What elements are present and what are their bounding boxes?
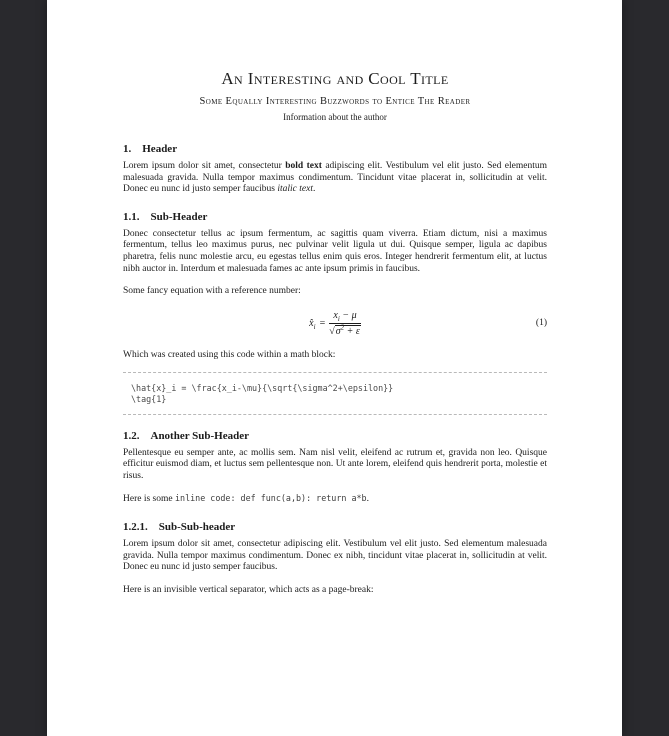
paragraph-text: Lorem ipsum dolor sit amet, consectetur: [123, 161, 286, 171]
paragraph-text: .: [312, 184, 316, 195]
paragraph-text: adipiscing elit. Vestibulum vel elit justo. Sed elementum malesuada gravida. Nulla tempor maximus condimentum. Tincidunt vitae placerat in, sollicitudin at velit. Donec eu nunc id justo semper faucibus: [123, 161, 548, 195]
paragraph-s1: [123, 161, 547, 196]
equals-sign: =: [319, 317, 326, 329]
radical-sign: √: [329, 326, 335, 338]
code-line: \tag{1}: [131, 393, 167, 404]
code-block: [123, 372, 547, 414]
section-1-1-heading: [123, 211, 547, 224]
author-line: Information about the author: [283, 112, 387, 122]
paragraph-text: Here is some: [123, 494, 175, 505]
fraction-numerator: $x_i - \mu$: [329, 310, 361, 325]
section-number: 1.1.: [123, 210, 140, 223]
section-title: Sub-Sub-header: [158, 520, 236, 533]
inline-code-line: [123, 493, 547, 506]
inline-code: inline code: def func(a,b): return a*b: [174, 493, 367, 504]
equation-block: [123, 309, 547, 339]
document-page: [47, 0, 622, 736]
code-intro: Which was created using this code within a math block:: [123, 349, 336, 360]
section-number: 1.: [123, 143, 132, 155]
equation: [309, 310, 361, 338]
equation-intro: Some fancy equation with a reference number:: [123, 286, 301, 297]
paragraph-s12: Pellentesque eu semper ante, ac mollis sem. Nam nisl velit, eleifend ac rutrum et, gravida non leo. Quisque efficitur euismod diam, et luctus sem pellentesque non. Ut ante lorem, eleifend quis hendrerit porta, molestie et risus.: [123, 447, 547, 481]
paragraph-s121: Lorem ipsum dolor sit amet, consectetur adipiscing elit. Vestibulum vel elit justo. Sed elementum malesuada gravida. Nulla tempor maximus condimentum. Donec ex nibh, tincidunt vitae placerat in, sollicitudin at velit. Donec eu nunc id justo semper faucibus.: [123, 538, 547, 573]
section-number: 1.2.1.: [123, 520, 148, 533]
page-break-note: Here is an invisible vertical separator, which acts as a page-break:: [123, 584, 374, 595]
section-1-2-1-heading: [123, 521, 547, 534]
equation-tag: (1): [535, 317, 547, 328]
section-1-heading: [123, 143, 547, 156]
code-line: \hat{x}_i = \frac{x_i-\mu}{\sqrt{\sigma^2+\epsilon}}: [131, 383, 394, 394]
radicand: $\sigma^2 + \varepsilon$: [335, 323, 360, 338]
equation-lhs: $x̂_i$: [309, 317, 316, 331]
paragraph-text: .: [366, 494, 369, 505]
section-1-2-heading: [123, 430, 547, 443]
fraction-denominator: [329, 324, 361, 338]
bold-text: bold text: [285, 161, 322, 171]
fraction: [329, 310, 361, 338]
document-subtitle: Some Equally Interesting Buzzwords to Entice The Reader: [199, 96, 471, 107]
section-title: Header: [142, 143, 178, 155]
document-title: An Interesting and Cool Title: [221, 69, 449, 88]
italic-text: italic text: [277, 184, 313, 195]
section-title: Sub-Header: [150, 210, 208, 223]
section-number: 1.2.: [123, 429, 140, 442]
paragraph-s11: Donec consectetur tellus ac ipsum fermentum, ac sagittis quam viverra. Etiam dictum, nisi a maximus fermentum, tellus leo maximus purus, nec pulvinar velit ligula ut dui. Quisque semper, ligula ac dapibus pharetra, felis nunc molestie arcu, eu egestas tellus enim quis eros. Integer hendrerit fermentum elit, at luctus nibh auctor in. Interdum et malesuada fames ac ante ipsum primis in faucibus.: [123, 228, 547, 274]
section-title: Another Sub-Header: [150, 429, 249, 442]
page-content: [47, 0, 622, 596]
